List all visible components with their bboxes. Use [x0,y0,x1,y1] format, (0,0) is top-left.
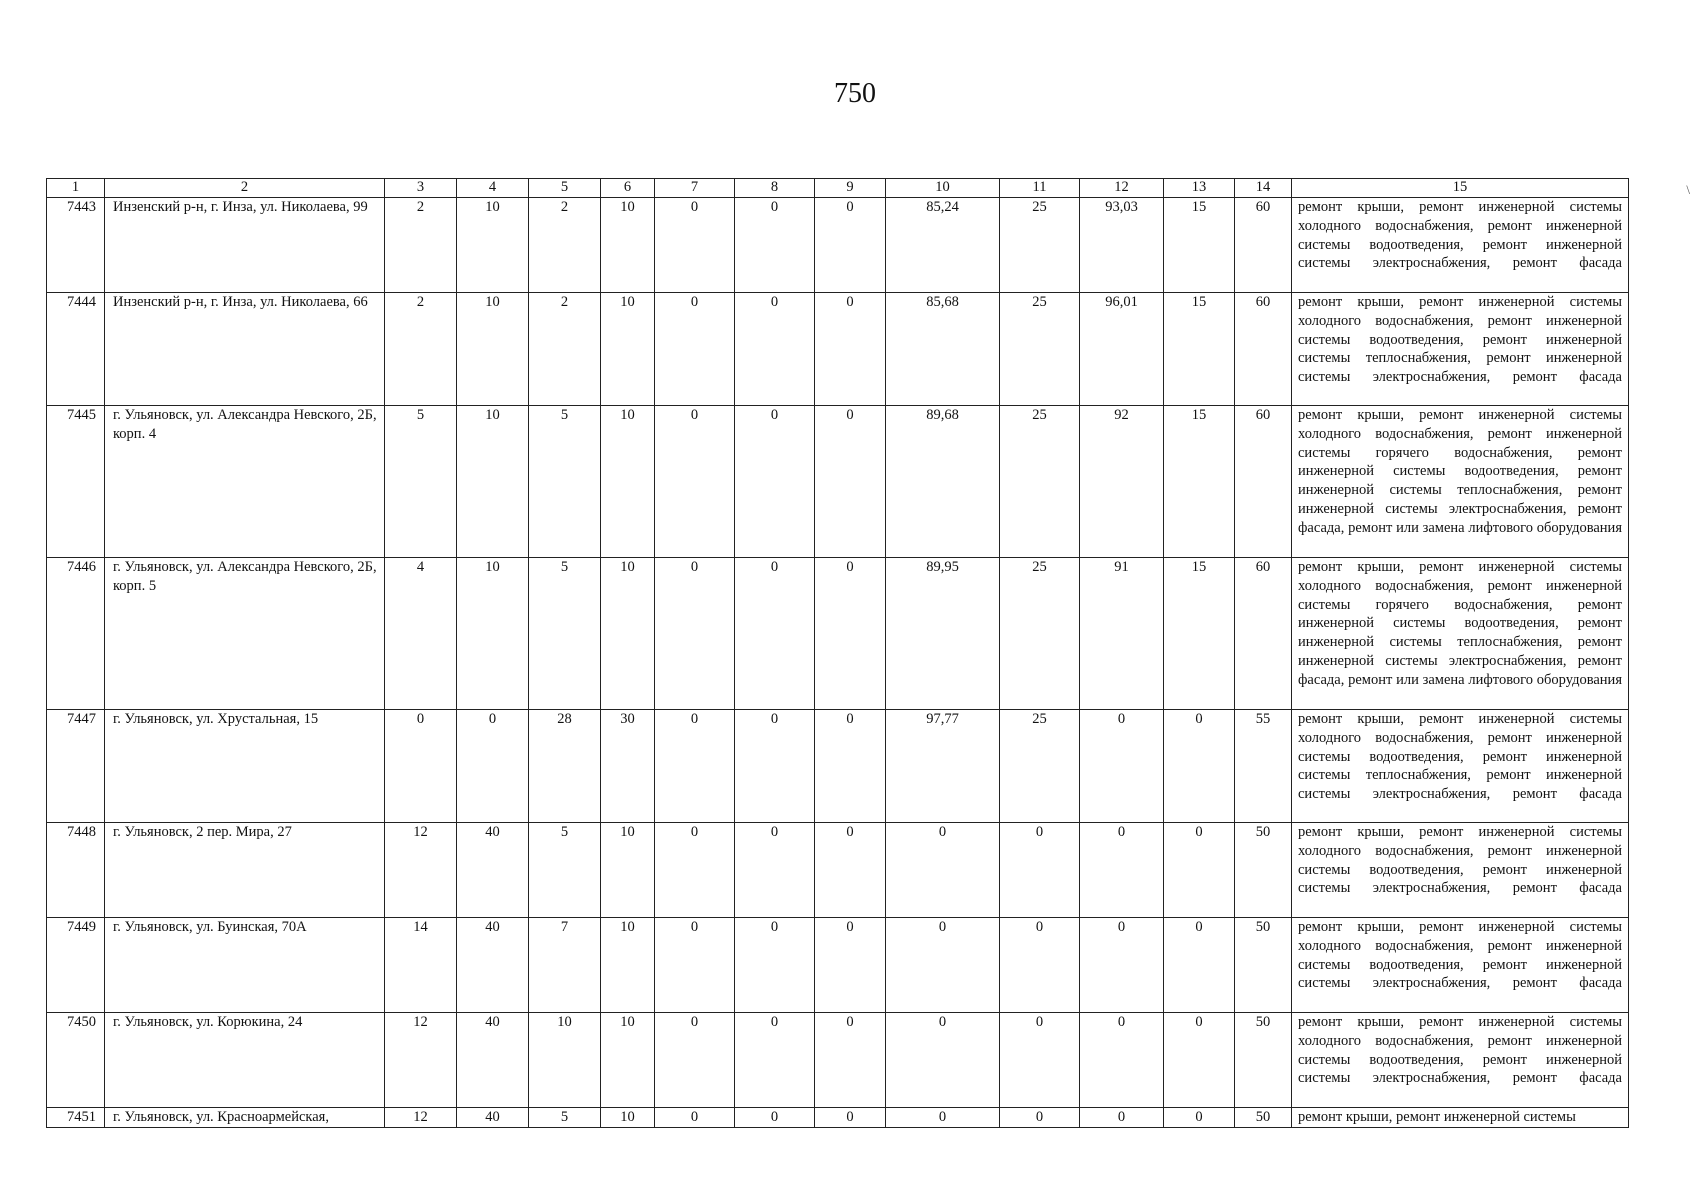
value-cell-4: 10 [457,558,529,710]
value-cell-14: 50 [1235,918,1292,1013]
value-cell-4: 10 [457,406,529,558]
value-cell-8: 0 [735,406,815,558]
address-cell: г. Ульяновск, ул. Красноармейская, [105,1108,385,1128]
address-cell: г. Ульяновск, ул. Александра Невского, 2Б, корп. 4 [105,406,385,558]
value-cell-11: 0 [1000,1013,1080,1108]
value-cell-6: 10 [601,406,655,558]
value-cell-7: 0 [655,1013,735,1108]
header-cell-2: 2 [105,179,385,198]
value-cell-12: 0 [1080,710,1164,823]
value-cell-13: 0 [1164,823,1235,918]
value-cell-12: 0 [1080,1013,1164,1108]
value-cell-5: 2 [529,293,601,406]
value-cell-9: 0 [815,406,886,558]
value-cell-9: 0 [815,1013,886,1108]
value-cell-12: 96,01 [1080,293,1164,406]
works-cell: ремонт крыши, ремонт инженерной системы холодного водоснабжения, ремонт инженерной системы водоотведения, ремонт инженерной системы электроснабжения, ремонт фасада [1292,1013,1629,1108]
header-cell-14: 14 [1235,179,1292,198]
row-number: 7449 [47,918,105,1013]
value-cell-12: 93,03 [1080,198,1164,293]
value-cell-5: 7 [529,918,601,1013]
works-cell: ремонт крыши, ремонт инженерной системы холодного водоснабжения, ремонт инженерной системы водоотведения, ремонт инженерной системы электроснабжения, ремонт фасада [1292,918,1629,1013]
value-cell-5: 2 [529,198,601,293]
value-cell-5: 28 [529,710,601,823]
header-cell-11: 11 [1000,179,1080,198]
value-cell-10: 89,95 [886,558,1000,710]
value-cell-10: 0 [886,1108,1000,1128]
value-cell-5: 5 [529,558,601,710]
value-cell-9: 0 [815,710,886,823]
value-cell-5: 10 [529,1013,601,1108]
value-cell-7: 0 [655,293,735,406]
value-cell-9: 0 [815,198,886,293]
address-cell: г. Ульяновск, ул. Корюкина, 24 [105,1013,385,1108]
value-cell-8: 0 [735,558,815,710]
value-cell-10: 85,24 [886,198,1000,293]
row-number: 7445 [47,406,105,558]
value-cell-10: 0 [886,823,1000,918]
value-cell-8: 0 [735,1013,815,1108]
value-cell-7: 0 [655,918,735,1013]
works-cell: ремонт крыши, ремонт инженерной системы холодного водоснабжения, ремонт инженерной системы водоотведения, ремонт инженерной системы теплоснабжения, ремонт инженерной системы электроснабжения, ремонт фасада [1292,293,1629,406]
value-cell-11: 25 [1000,710,1080,823]
value-cell-3: 14 [385,918,457,1013]
value-cell-9: 0 [815,293,886,406]
value-cell-10: 0 [886,1013,1000,1108]
header-cell-9: 9 [815,179,886,198]
value-cell-7: 0 [655,710,735,823]
value-cell-4: 40 [457,823,529,918]
value-cell-12: 0 [1080,1108,1164,1128]
value-cell-6: 10 [601,198,655,293]
row-number: 7444 [47,293,105,406]
value-cell-11: 0 [1000,823,1080,918]
value-cell-9: 0 [815,558,886,710]
value-cell-12: 0 [1080,918,1164,1013]
value-cell-6: 30 [601,710,655,823]
table-row [47,918,1629,1013]
works-cell: ремонт крыши, ремонт инженерной системы [1292,1108,1629,1128]
value-cell-11: 25 [1000,198,1080,293]
works-cell: ремонт крыши, ремонт инженерной системы холодного водоснабжения, ремонт инженерной системы водоотведения, ремонт инженерной системы теплоснабжения, ремонт инженерной системы электроснабжения, ремонт фасада [1292,710,1629,823]
value-cell-13: 15 [1164,406,1235,558]
value-cell-3: 12 [385,1013,457,1108]
value-cell-13: 15 [1164,293,1235,406]
table-row [47,710,1629,823]
value-cell-4: 10 [457,198,529,293]
value-cell-12: 92 [1080,406,1164,558]
header-cell-5: 5 [529,179,601,198]
header-cell-6: 6 [601,179,655,198]
value-cell-13: 0 [1164,710,1235,823]
scan-edge-mark: \ [1686,182,1690,197]
header-cell-1: 1 [47,179,105,198]
value-cell-4: 40 [457,918,529,1013]
value-cell-3: 12 [385,1108,457,1128]
header-cell-7: 7 [655,179,735,198]
value-cell-8: 0 [735,293,815,406]
value-cell-13: 15 [1164,558,1235,710]
value-cell-7: 0 [655,198,735,293]
value-cell-9: 0 [815,823,886,918]
value-cell-14: 60 [1235,406,1292,558]
value-cell-5: 5 [529,1108,601,1128]
address-cell: г. Ульяновск, ул. Александра Невского, 2Б, корп. 5 [105,558,385,710]
value-cell-11: 0 [1000,918,1080,1013]
value-cell-11: 25 [1000,293,1080,406]
table-row [47,1108,1629,1128]
row-number: 7446 [47,558,105,710]
value-cell-8: 0 [735,918,815,1013]
value-cell-13: 0 [1164,1013,1235,1108]
value-cell-4: 40 [457,1013,529,1108]
value-cell-3: 2 [385,198,457,293]
value-cell-13: 15 [1164,198,1235,293]
value-cell-12: 91 [1080,558,1164,710]
header-cell-4: 4 [457,179,529,198]
value-cell-12: 0 [1080,823,1164,918]
value-cell-9: 0 [815,918,886,1013]
value-cell-10: 0 [886,918,1000,1013]
header-cell-13: 13 [1164,179,1235,198]
table-row [47,198,1629,293]
works-cell: ремонт крыши, ремонт инженерной системы холодного водоснабжения, ремонт инженерной системы горячего водоснабжения, ремонт инженерной системы водоотведения, ремонт инженерной системы теплоснабжения, ремонт инженерной системы электроснабжения, ремонт фасада, ремонт или замена лифтового оборудования [1292,558,1629,710]
header-cell-3: 3 [385,179,457,198]
value-cell-4: 0 [457,710,529,823]
value-cell-11: 0 [1000,1108,1080,1128]
row-number: 7451 [47,1108,105,1128]
table-row [47,558,1629,710]
value-cell-9: 0 [815,1108,886,1128]
value-cell-4: 40 [457,1108,529,1128]
value-cell-8: 0 [735,1108,815,1128]
works-cell: ремонт крыши, ремонт инженерной системы холодного водоснабжения, ремонт инженерной системы водоотведения, ремонт инженерной системы электроснабжения, ремонт фасада [1292,823,1629,918]
value-cell-14: 50 [1235,1108,1292,1128]
header-cell-15: 15 [1292,179,1629,198]
table-row [47,293,1629,406]
value-cell-7: 0 [655,1108,735,1128]
works-cell: ремонт крыши, ремонт инженерной системы холодного водоснабжения, ремонт инженерной системы водоотведения, ремонт инженерной системы электроснабжения, ремонт фасада [1292,198,1629,293]
value-cell-14: 55 [1235,710,1292,823]
address-cell: Инзенский р-н, г. Инза, ул. Николаева, 66 [105,293,385,406]
header-cell-10: 10 [886,179,1000,198]
value-cell-8: 0 [735,710,815,823]
address-cell: г. Ульяновск, ул. Хрустальная, 15 [105,710,385,823]
value-cell-14: 60 [1235,558,1292,710]
value-cell-13: 0 [1164,1108,1235,1128]
value-cell-3: 5 [385,406,457,558]
address-cell: г. Ульяновск, 2 пер. Мира, 27 [105,823,385,918]
value-cell-6: 10 [601,823,655,918]
value-cell-8: 0 [735,198,815,293]
value-cell-6: 10 [601,558,655,710]
works-cell: ремонт крыши, ремонт инженерной системы холодного водоснабжения, ремонт инженерной системы горячего водоснабжения, ремонт инженерной системы водоотведения, ремонт инженерной системы теплоснабжения, ремонт инженерной системы электроснабжения, ремонт фасада, ремонт или замена лифтового оборудования [1292,406,1629,558]
value-cell-6: 10 [601,1108,655,1128]
value-cell-3: 0 [385,710,457,823]
row-number: 7443 [47,198,105,293]
value-cell-10: 85,68 [886,293,1000,406]
value-cell-11: 25 [1000,558,1080,710]
value-cell-14: 60 [1235,293,1292,406]
value-cell-6: 10 [601,293,655,406]
value-cell-4: 10 [457,293,529,406]
value-cell-11: 25 [1000,406,1080,558]
value-cell-14: 50 [1235,1013,1292,1108]
table-row [47,1013,1629,1108]
repair-schedule-table [46,178,1629,1128]
row-number: 7447 [47,710,105,823]
value-cell-7: 0 [655,558,735,710]
value-cell-10: 89,68 [886,406,1000,558]
page-number: 750 [834,78,876,109]
value-cell-14: 50 [1235,823,1292,918]
value-cell-6: 10 [601,918,655,1013]
value-cell-8: 0 [735,823,815,918]
address-cell: Инзенский р-н, г. Инза, ул. Николаева, 99 [105,198,385,293]
row-number: 7448 [47,823,105,918]
address-cell: г. Ульяновск, ул. Буинская, 70А [105,918,385,1013]
value-cell-13: 0 [1164,918,1235,1013]
row-number: 7450 [47,1013,105,1108]
value-cell-6: 10 [601,1013,655,1108]
header-row [47,179,1629,198]
value-cell-7: 0 [655,406,735,558]
value-cell-3: 4 [385,558,457,710]
value-cell-14: 60 [1235,198,1292,293]
header-cell-8: 8 [735,179,815,198]
table-row [47,823,1629,918]
value-cell-5: 5 [529,406,601,558]
value-cell-3: 12 [385,823,457,918]
value-cell-5: 5 [529,823,601,918]
value-cell-10: 97,77 [886,710,1000,823]
value-cell-7: 0 [655,823,735,918]
header-cell-12: 12 [1080,179,1164,198]
value-cell-3: 2 [385,293,457,406]
table-row [47,406,1629,558]
